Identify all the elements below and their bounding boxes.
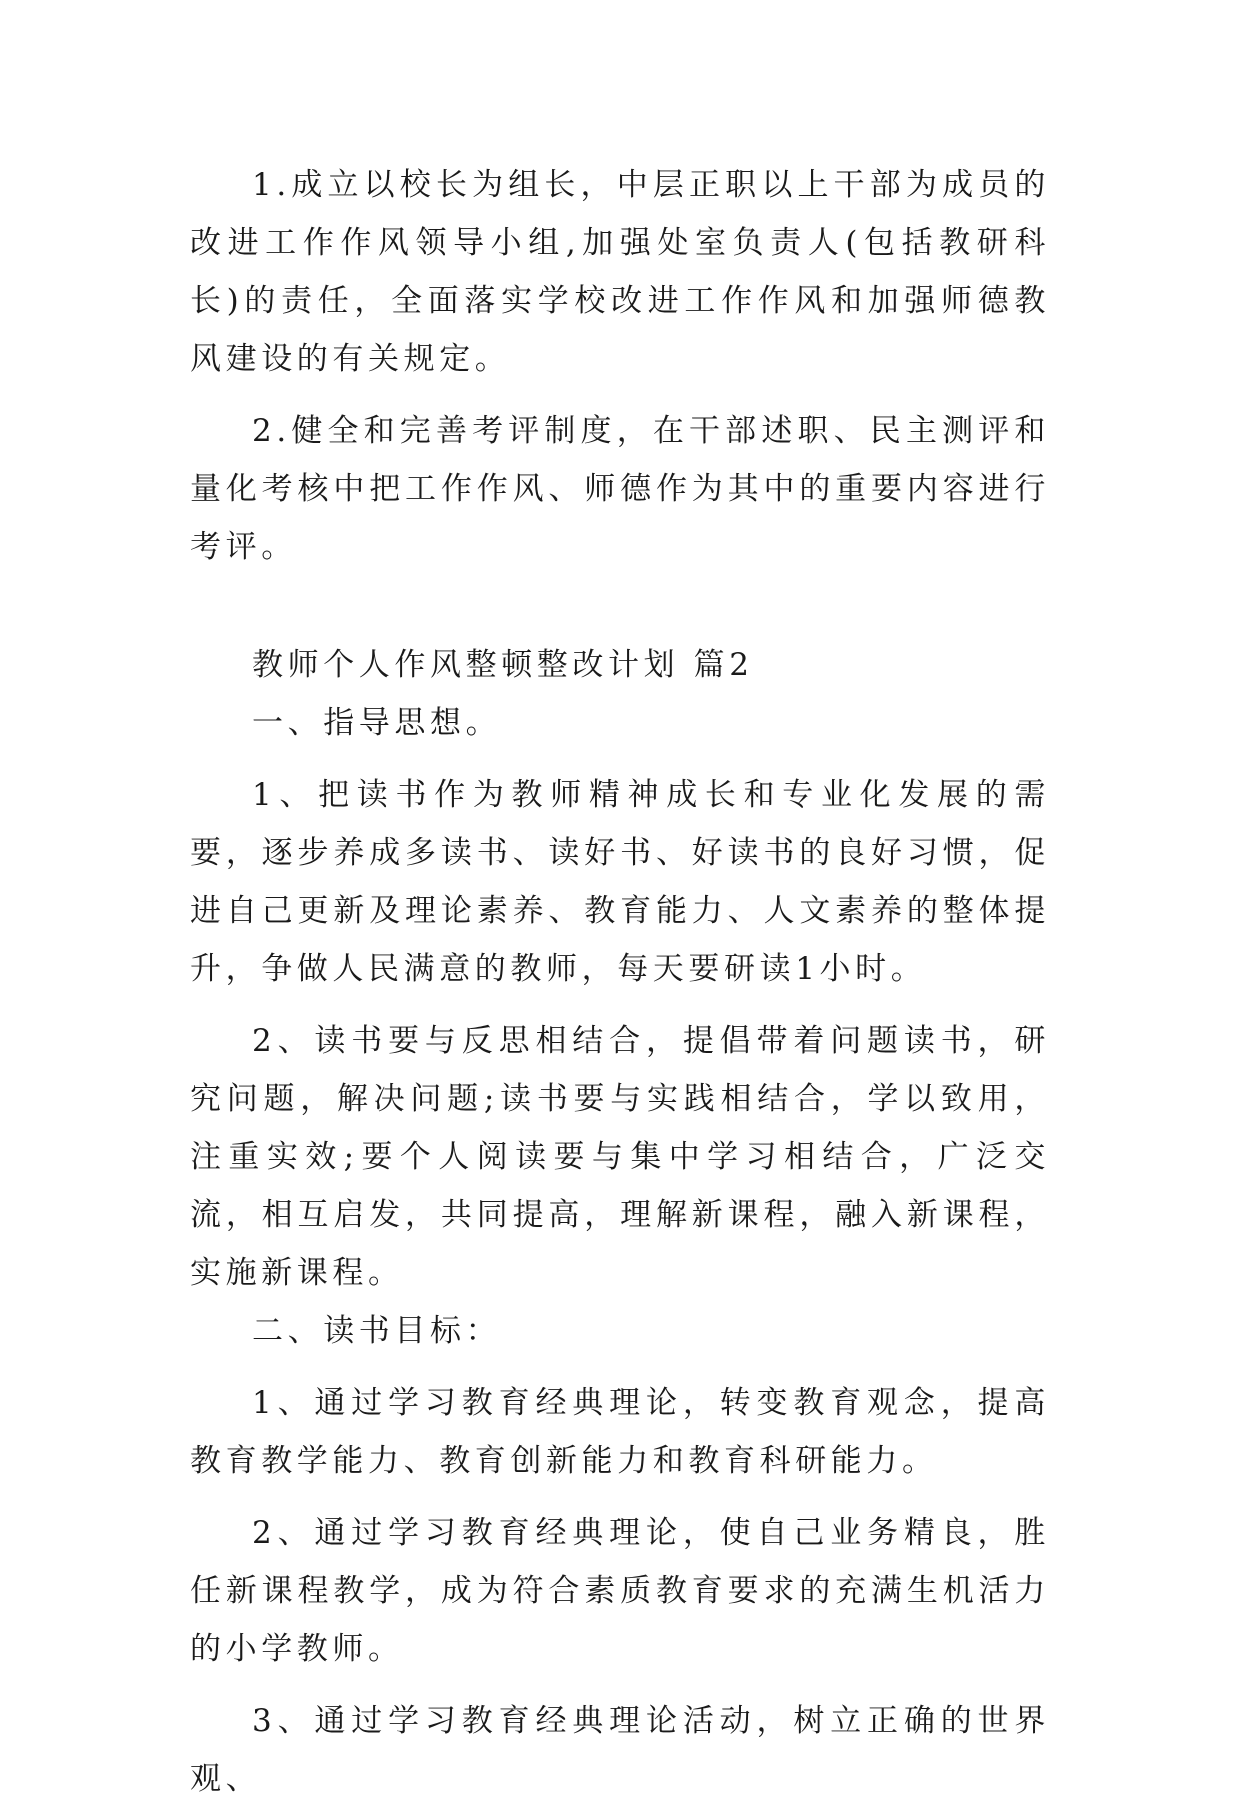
paragraph-spacer — [190, 1360, 1050, 1374]
paragraph-spacer — [190, 1490, 1050, 1504]
paragraph-spacer — [190, 1678, 1050, 1692]
paragraph-goal-3: 3、通过学习教育经典理论活动，树立正确的世界观、 — [190, 1703, 1050, 1797]
paragraph-spacer — [190, 998, 1050, 1012]
paragraph-leadership-group: 1.成立以校长为组长，中层正职以上干部为成员的改进工作作风领导小组,加强处室负责人(包括教研科长)的责任，全面落实学校改进工作作风和加强师德教风建设的有关规定。 — [190, 167, 1050, 377]
paragraph-goal-1: 1、通过学习教育经典理论，转变教育观念，提高教育教学能力、教育创新能力和教育科研能力。 — [190, 1385, 1050, 1479]
subheading-guiding-thought: 一、指导思想。 — [252, 705, 502, 741]
document-body — [190, 156, 1050, 1808]
paragraph-reading-reflection: 2、读书要与反思相结合，提倡带着问题读书，研究问题，解决问题;读书要与实践相结合，学以致用，注重实效;要个人阅读要与集中学习相结合，广泛交流，相互启发，共同提高，理解新课程，融入新课程，实施新课程。 — [190, 1023, 1050, 1291]
subheading-reading-goals: 二、读书目标： — [252, 1313, 502, 1349]
paragraph-evaluation-system: 2.健全和完善考评制度，在干部述职、民主测评和量化考核中把工作作风、师德作为其中的重要内容进行考评。 — [190, 413, 1050, 565]
paragraph-goal-2: 2、通过学习教育经典理论，使自己业务精良，胜任新课程教学，成为符合素质教育要求的充满生机活力的小学教师。 — [190, 1515, 1050, 1667]
section-heading: 教师个人作风整顿整改计划 篇2 — [252, 647, 754, 683]
paragraph-spacer — [190, 388, 1050, 402]
paragraph-spacer — [190, 752, 1050, 766]
paragraph-reading-growth: 1、把读书作为教师精神成长和专业化发展的需要，逐步养成多读书、读好书、好读书的良好习惯，促进自己更新及理论素养、教育能力、人文素养的整体提升，争做人民满意的教师，每天要研读1小时。 — [190, 777, 1050, 987]
section-spacer — [190, 576, 1050, 636]
